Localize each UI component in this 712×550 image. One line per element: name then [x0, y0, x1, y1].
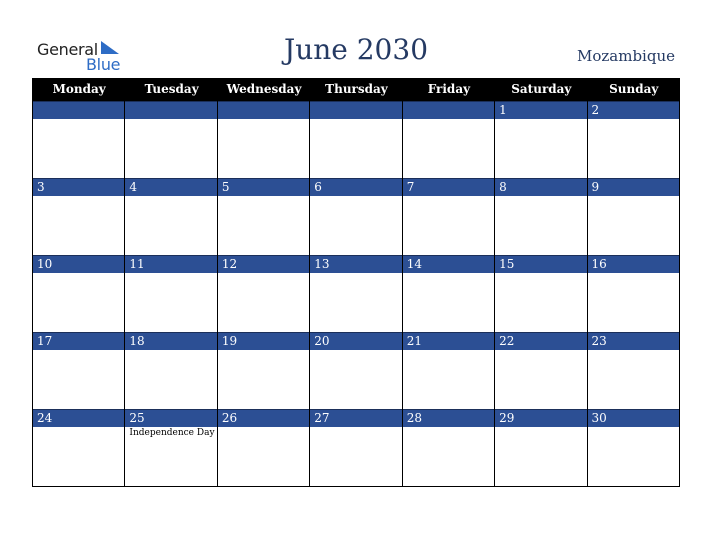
week-row: [33, 101, 680, 178]
day-number: 30: [588, 409, 679, 427]
day-cell[interactable]: [588, 255, 680, 332]
day-number: 9: [588, 178, 679, 196]
holiday-label: [588, 427, 679, 428]
day-cell[interactable]: [218, 409, 310, 486]
day-number: 15: [495, 255, 586, 273]
holiday-label: [125, 119, 216, 120]
week-row: [33, 178, 680, 255]
day-number: [218, 101, 309, 119]
day-number: 22: [495, 332, 586, 350]
day-number: 3: [33, 178, 124, 196]
day-cell[interactable]: [588, 409, 680, 486]
weekday-header-monday: Monday: [52, 82, 106, 96]
day-number: 6: [310, 178, 401, 196]
day-number: [403, 101, 494, 119]
holiday-label: [588, 350, 679, 351]
day-cell[interactable]: [125, 178, 217, 255]
day-cell[interactable]: [125, 255, 217, 332]
day-cell[interactable]: [218, 178, 310, 255]
holiday-label: [125, 350, 216, 351]
holiday-label: [218, 350, 309, 351]
day-cell[interactable]: [310, 101, 402, 178]
day-cell[interactable]: [125, 101, 217, 178]
logo-text-blue: Blue: [86, 55, 121, 74]
holiday-label: [310, 350, 401, 351]
day-cell[interactable]: [310, 409, 402, 486]
day-number: 11: [125, 255, 216, 273]
day-cell[interactable]: [495, 101, 587, 178]
day-cell[interactable]: [588, 178, 680, 255]
day-number: 10: [33, 255, 124, 273]
day-number: 4: [125, 178, 216, 196]
day-number: 14: [403, 255, 494, 273]
day-number: 7: [403, 178, 494, 196]
holiday-label: [495, 273, 586, 274]
calendar-grid: [32, 78, 680, 487]
day-number: 24: [33, 409, 124, 427]
holiday-label: [588, 119, 679, 120]
day-cell[interactable]: [588, 332, 680, 409]
holiday-label: [310, 119, 401, 120]
holiday-label: [125, 196, 216, 197]
day-number: 19: [218, 332, 309, 350]
holiday-label: [310, 196, 401, 197]
day-number: 18: [125, 332, 216, 350]
week-row: [33, 409, 680, 486]
day-cell[interactable]: [33, 101, 125, 178]
day-cell[interactable]: [218, 332, 310, 409]
page-title: June 2030: [283, 33, 429, 66]
day-number: 26: [218, 409, 309, 427]
holiday-label: [33, 273, 124, 274]
day-number: 1: [495, 101, 586, 119]
holiday-label: [495, 196, 586, 197]
weekday-header-wednesday: Wednesday: [226, 82, 302, 96]
day-cell[interactable]: [403, 332, 495, 409]
holiday-label: [403, 350, 494, 351]
holiday-label: [495, 350, 586, 351]
day-number: 16: [588, 255, 679, 273]
day-number: 21: [403, 332, 494, 350]
day-cell[interactable]: [33, 409, 125, 486]
day-number: [310, 101, 401, 119]
day-number: 20: [310, 332, 401, 350]
day-cell[interactable]: [403, 409, 495, 486]
holiday-label: [403, 119, 494, 120]
day-cell[interactable]: [125, 332, 217, 409]
day-number: [33, 101, 124, 119]
holiday-label: [310, 427, 401, 428]
day-cell[interactable]: [495, 255, 587, 332]
day-cell[interactable]: [218, 101, 310, 178]
day-cell[interactable]: [403, 178, 495, 255]
day-cell[interactable]: [218, 255, 310, 332]
holiday-label: [33, 196, 124, 197]
day-cell[interactable]: [310, 255, 402, 332]
day-cell[interactable]: [33, 255, 125, 332]
weekday-header-tuesday: Tuesday: [144, 82, 199, 96]
holiday-label: [33, 350, 124, 351]
holiday-label: [33, 427, 124, 428]
day-number: 27: [310, 409, 401, 427]
day-number: 2: [588, 101, 679, 119]
day-number: 5: [218, 178, 309, 196]
day-number: 17: [33, 332, 124, 350]
day-number: [125, 101, 216, 119]
holiday-label: [495, 427, 586, 428]
holiday-label: [403, 273, 494, 274]
day-cell[interactable]: [310, 178, 402, 255]
holiday-label: [218, 273, 309, 274]
day-number: 23: [588, 332, 679, 350]
weekday-header-thursday: Thursday: [325, 82, 388, 96]
weekday-header-friday: Friday: [427, 82, 471, 96]
day-number: 12: [218, 255, 309, 273]
day-cell[interactable]: [310, 332, 402, 409]
holiday-label: [588, 273, 679, 274]
day-number: 8: [495, 178, 586, 196]
day-cell[interactable]: [495, 409, 587, 486]
holiday-label: [218, 196, 309, 197]
holiday-label: [403, 427, 494, 428]
holiday-label: [310, 273, 401, 274]
day-cell[interactable]: [495, 332, 587, 409]
day-cell[interactable]: [33, 178, 125, 255]
holiday-label: [125, 273, 216, 274]
day-cell[interactable]: [403, 255, 495, 332]
week-row: [33, 255, 680, 332]
holiday-label: [495, 119, 586, 120]
weekday-header-sunday: Sunday: [609, 82, 659, 96]
holiday-label: [218, 119, 309, 120]
day-number: 29: [495, 409, 586, 427]
logo-text-general: General: [37, 40, 98, 59]
holiday-label: [33, 119, 124, 120]
week-row: [33, 332, 680, 409]
day-cell[interactable]: [495, 178, 587, 255]
holiday-label: [218, 427, 309, 428]
country-label: Mozambique: [577, 47, 675, 65]
day-number: 25: [125, 409, 216, 427]
day-cell[interactable]: [403, 101, 495, 178]
day-cell[interactable]: [33, 332, 125, 409]
day-number: 13: [310, 255, 401, 273]
day-cell[interactable]: [125, 409, 217, 486]
day-cell[interactable]: [588, 101, 680, 178]
holiday-label: Independence Day: [129, 428, 215, 438]
weekday-header-row: [33, 78, 680, 101]
day-number: 28: [403, 409, 494, 427]
holiday-label: [403, 196, 494, 197]
weekday-header-saturday: Saturday: [511, 82, 572, 96]
holiday-label: [588, 196, 679, 197]
